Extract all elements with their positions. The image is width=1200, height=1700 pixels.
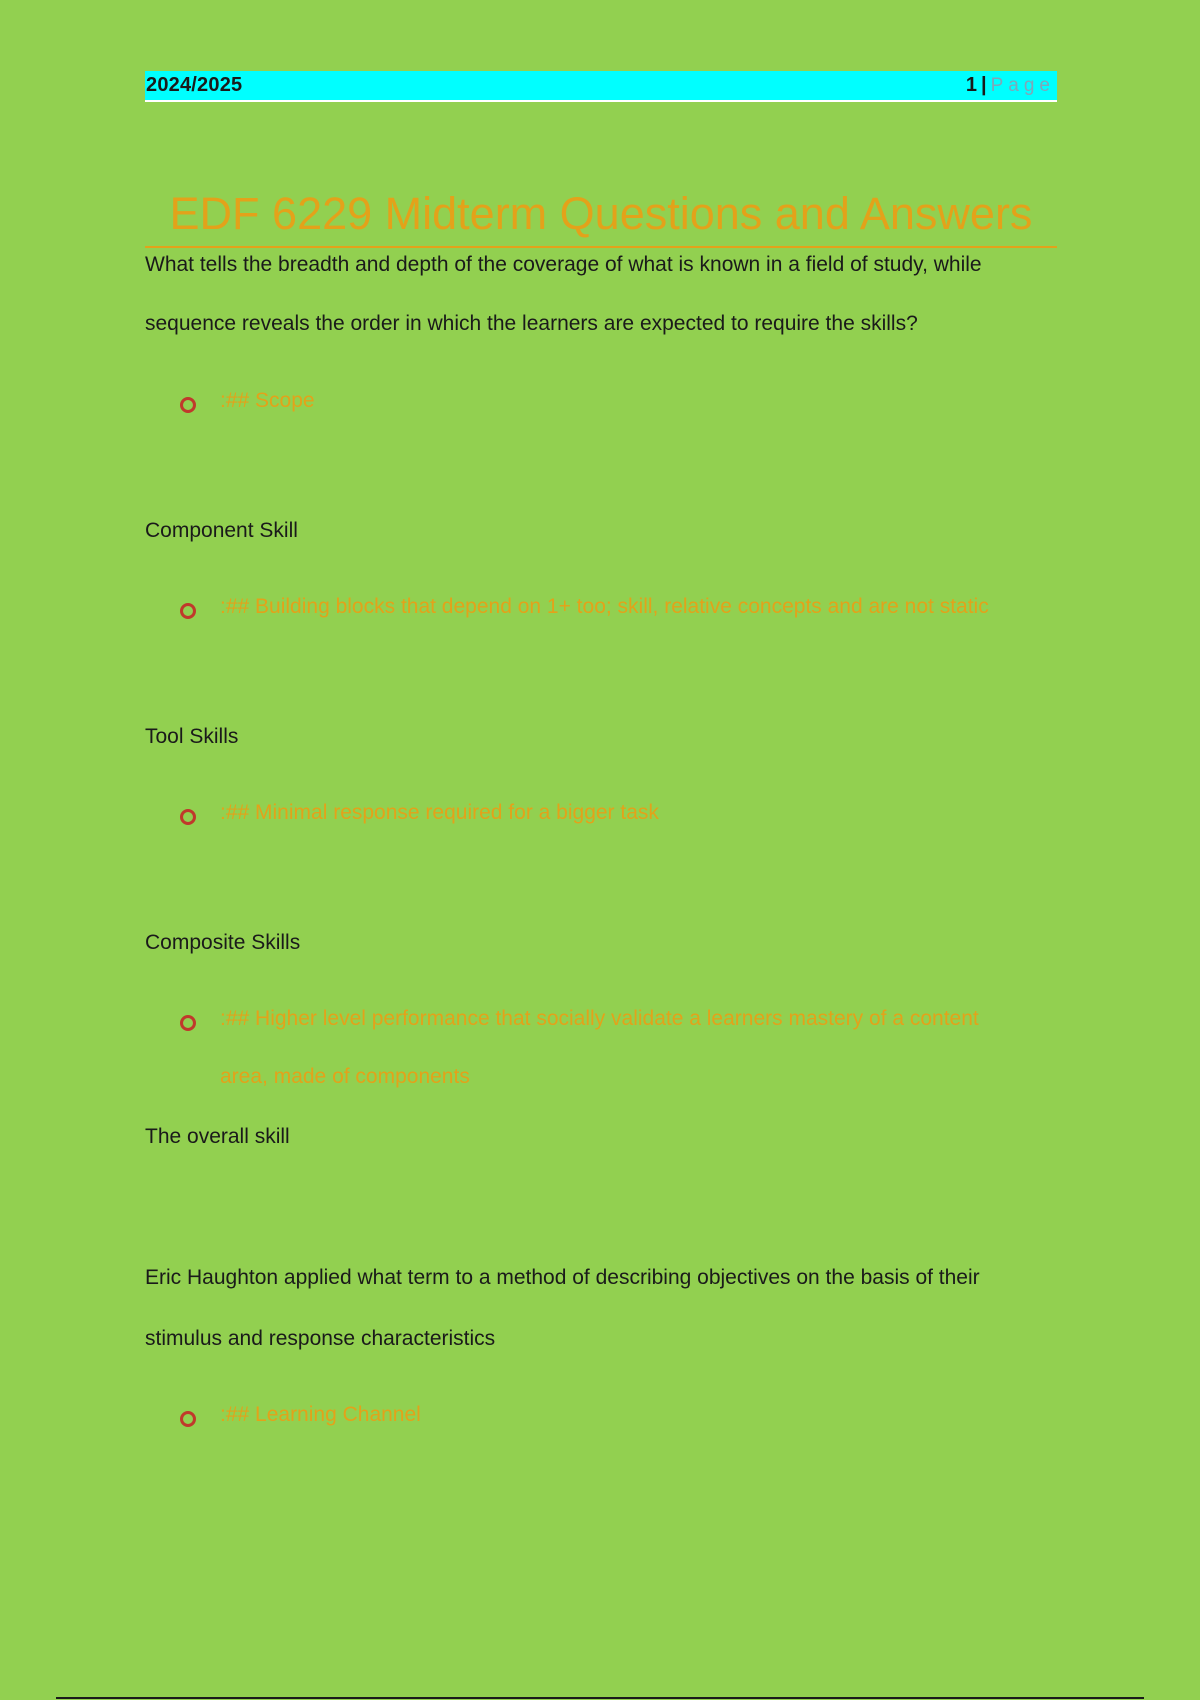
header-year: 2024/2025 [146,74,243,96]
answer-4-text [220,990,979,1106]
header-page-indicator [966,74,1055,97]
question-1-line-2: sequence reveals the order in which the learners are expected to require the skills? [145,312,918,335]
circle-bullet-icon [180,603,196,619]
question-4: Composite Skills [145,931,301,954]
question-2: Component Skill [145,519,298,542]
answer-3 [180,802,659,842]
answer-4-line-1: :## Higher level performance that socially validate a learners mastery of a content [220,1007,979,1030]
page-separator: | [981,74,987,96]
answer-2-text: :## Building blocks that depend on 1+ too; skill, relative concepts and are not static [220,595,989,618]
circle-bullet-icon [180,1015,196,1031]
answer-2 [180,596,989,636]
answer-1-text: :## Scope [220,389,315,412]
page-word: Page [990,74,1055,96]
question-3: Tool Skills [145,725,239,748]
question-6-line-2: stimulus and response characteristics [145,1327,496,1350]
circle-bullet-icon [180,809,196,825]
answer-6-text: :## Learning Channel [220,1403,421,1426]
document-title: EDF 6229 Midterm Questions and Answers [169,188,1033,239]
page-number: 1 [965,74,978,96]
circle-bullet-icon [180,397,196,413]
question-6-line-1: Eric Haughton applied what term to a method of describing objectives on the basis of their [145,1266,980,1289]
answer-4 [180,1008,979,1106]
circle-bullet-icon [180,1411,196,1427]
question-1-line-1: What tells the breadth and depth of the coverage of what is known in a field of study, while [145,253,982,276]
page-header [145,71,1057,102]
footer-rule [56,1697,1144,1699]
answer-4-line-2: area, made of components [220,1065,470,1088]
title-underline [145,246,1057,248]
question-5: The overall skill [145,1125,290,1148]
answer-6 [180,1404,421,1444]
answer-1 [180,390,315,430]
answer-3-text: :## Minimal response required for a bigger task [220,801,659,824]
